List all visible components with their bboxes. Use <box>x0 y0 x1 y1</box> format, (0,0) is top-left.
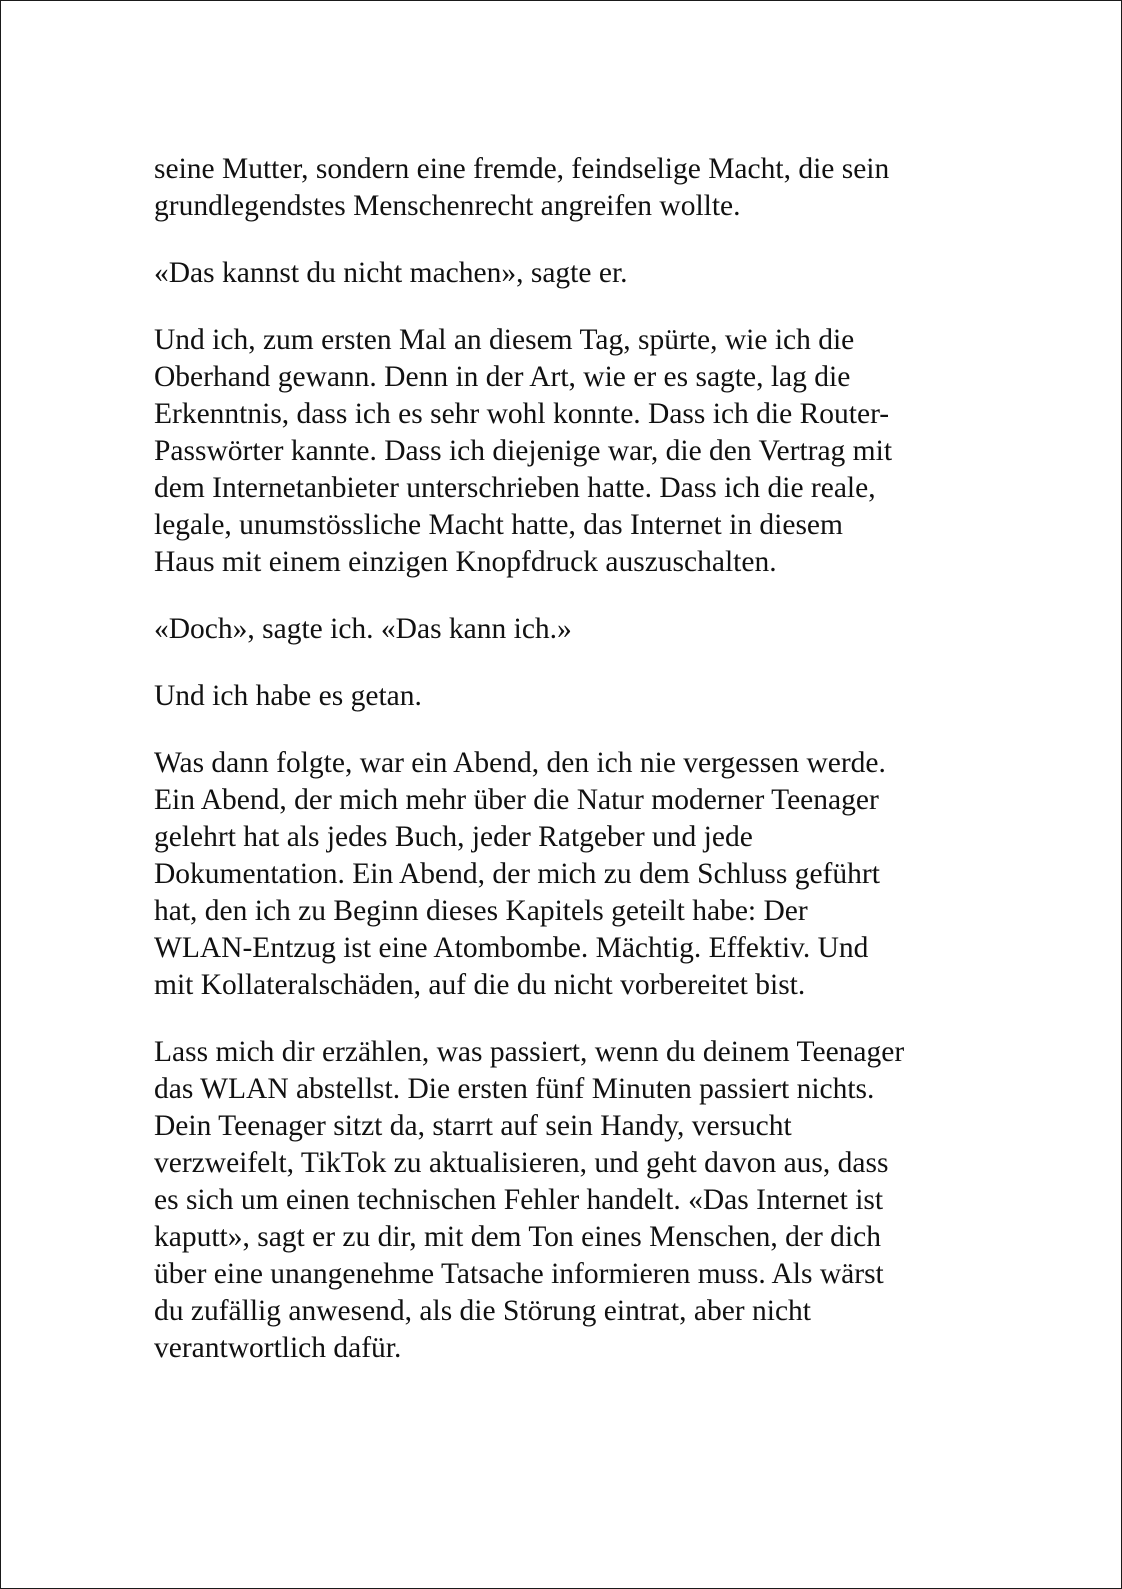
paragraph <box>154 611 984 648</box>
text-line: gelehrt hat als jedes Buch, jeder Ratgeber und jede <box>154 821 753 853</box>
text-line: Dokumentation. Ein Abend, der mich zu dem Schluss geführt <box>154 858 880 890</box>
text-line: kaputt», sagt er zu dir, mit dem Ton eines Menschen, der dich <box>154 1221 881 1253</box>
text-line: seine Mutter, sondern eine fremde, feindselige Macht, die sein <box>154 153 890 185</box>
paragraph <box>154 1034 984 1367</box>
text-line: verantwortlich dafür. <box>154 1332 402 1364</box>
text-line: über eine unangenehme Tatsache informieren muss. Als wärst <box>154 1258 884 1290</box>
text-line: Und ich habe es getan. <box>154 680 422 712</box>
text-line: Oberhand gewann. Denn in der Art, wie er es sagte, lag die <box>154 361 851 393</box>
text-line: das WLAN abstellst. Die ersten fünf Minuten passiert nichts. <box>154 1073 875 1105</box>
text-line: Und ich, zum ersten Mal an diesem Tag, spürte, wie ich die <box>154 324 855 356</box>
text-line: Lass mich dir erzählen, was passiert, wenn du deinem Teenager <box>154 1036 905 1068</box>
paragraph <box>154 678 984 715</box>
text-line: verzweifelt, TikTok zu aktualisieren, und geht davon aus, dass <box>154 1147 889 1179</box>
text-line: dem Internetanbieter unterschrieben hatte. Dass ich die reale, <box>154 472 876 504</box>
text-line: WLAN-Entzug ist eine Atombombe. Mächtig. Effektiv. Und <box>154 932 869 964</box>
page-body <box>154 151 984 1397</box>
text-line: Dein Teenager sitzt da, starrt auf sein Handy, versucht <box>154 1110 792 1142</box>
text-line: «Das kannst du nicht machen», sagte er. <box>154 257 628 289</box>
text-line: Ein Abend, der mich mehr über die Natur moderner Teenager <box>154 784 879 816</box>
text-line: Passwörter kannte. Dass ich diejenige war, die den Vertrag mit <box>154 435 893 467</box>
text-line: Erkenntnis, dass ich es sehr wohl konnte. Dass ich die Router- <box>154 398 890 430</box>
text-line: «Doch», sagte ich. «Das kann ich.» <box>154 613 572 645</box>
text-line: legale, unumstössliche Macht hatte, das Internet in diesem <box>154 509 843 541</box>
text-line: es sich um einen technischen Fehler handelt. «Das Internet ist <box>154 1184 884 1216</box>
text-line: du zufällig anwesend, als die Störung eintrat, aber nicht <box>154 1295 811 1327</box>
text-line: mit Kollateralschäden, auf die du nicht vorbereitet bist. <box>154 969 806 1001</box>
paragraph <box>154 322 984 581</box>
text-line: Was dann folgte, war ein Abend, den ich nie vergessen werde. <box>154 747 886 779</box>
paragraph <box>154 255 984 292</box>
text-line: hat, den ich zu Beginn dieses Kapitels geteilt habe: Der <box>154 895 808 927</box>
paragraph <box>154 151 984 225</box>
text-line: grundlegendstes Menschenrecht angreifen wollte. <box>154 190 741 222</box>
paragraph <box>154 745 984 1004</box>
text-line: Haus mit einem einzigen Knopfdruck auszuschalten. <box>154 546 777 578</box>
